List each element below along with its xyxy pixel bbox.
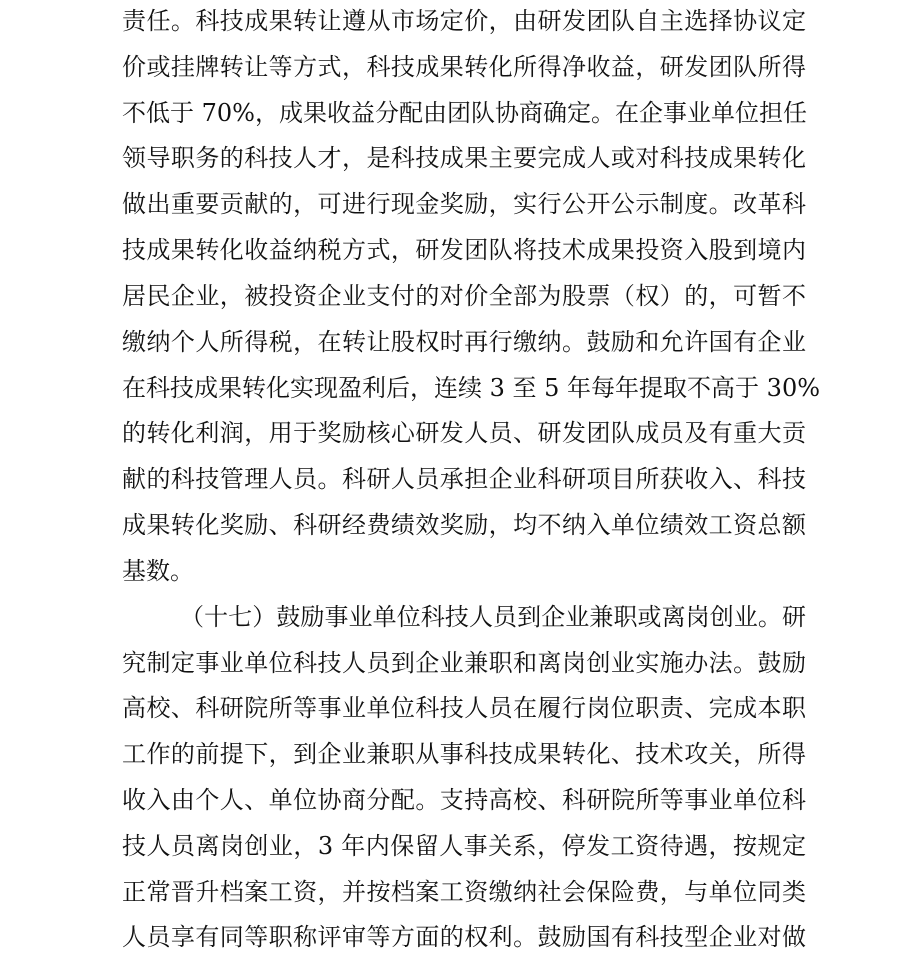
text-line: 究制定事业单位科技人员到企业兼职和离岗创业实施办法。鼓励 — [122, 649, 806, 677]
text-line: 责任。科技成果转让遵从市场定价，由研发团队自主选择协议定 — [122, 7, 806, 35]
text-line: 做出重要贡献的，可进行现金奖励，实行公开公示制度。改革科 — [122, 190, 806, 218]
text-line: 技人员离岗创业，3 年内保留人事关系，停发工资待遇，按规定 — [122, 832, 806, 860]
text-line: 缴纳个人所得税，在转让股权时再行缴纳。鼓励和允许国有企业 — [122, 328, 806, 356]
text-line: 居民企业，被投资企业支付的对价全部为股票（权）的，可暂不 — [122, 282, 806, 310]
section-heading-line: （十七）鼓励事业单位科技人员到企业兼职或离岗创业。研 — [180, 603, 806, 631]
text-line: 基数。 — [122, 557, 194, 585]
text-line: 价或挂牌转让等方式，科技成果转化所得净收益，研发团队所得 — [122, 53, 806, 81]
text-line: 人员享有同等职称评审等方面的权利。鼓励国有科技型企业对做 — [122, 923, 806, 951]
text-line: 正常晋升档案工资，并按档案工资缴纳社会保险费，与单位同类 — [122, 878, 806, 906]
text-line: 领导职务的科技人才，是科技成果主要完成人或对科技成果转化 — [122, 144, 806, 172]
text-line: 技成果转化收益纳税方式，研发团队将技术成果投资入股到境内 — [122, 236, 806, 264]
text-line: 在科技成果转化实现盈利后，连续 3 至 5 年每年提取不高于 30% — [122, 374, 821, 402]
text-line: 的转化利润，用于奖励核心研发人员、研发团队成员及有重大贡 — [122, 419, 806, 447]
text-line: 工作的前提下，到企业兼职从事科技成果转化、技术攻关，所得 — [122, 740, 806, 768]
text-line: 成果转化奖励、科研经费绩效奖励，均不纳入单位绩效工资总额 — [122, 511, 806, 539]
text-line: 不低于 70%，成果收益分配由团队协商确定。在企事业单位担任 — [122, 99, 807, 127]
text-line: 收入由个人、单位协商分配。支持高校、科研院所等事业单位科 — [122, 786, 806, 814]
text-line: 高校、科研院所等事业单位科技人员在履行岗位职责、完成本职 — [122, 694, 806, 722]
text-line: 献的科技管理人员。科研人员承担企业科研项目所获收入、科技 — [122, 465, 806, 493]
